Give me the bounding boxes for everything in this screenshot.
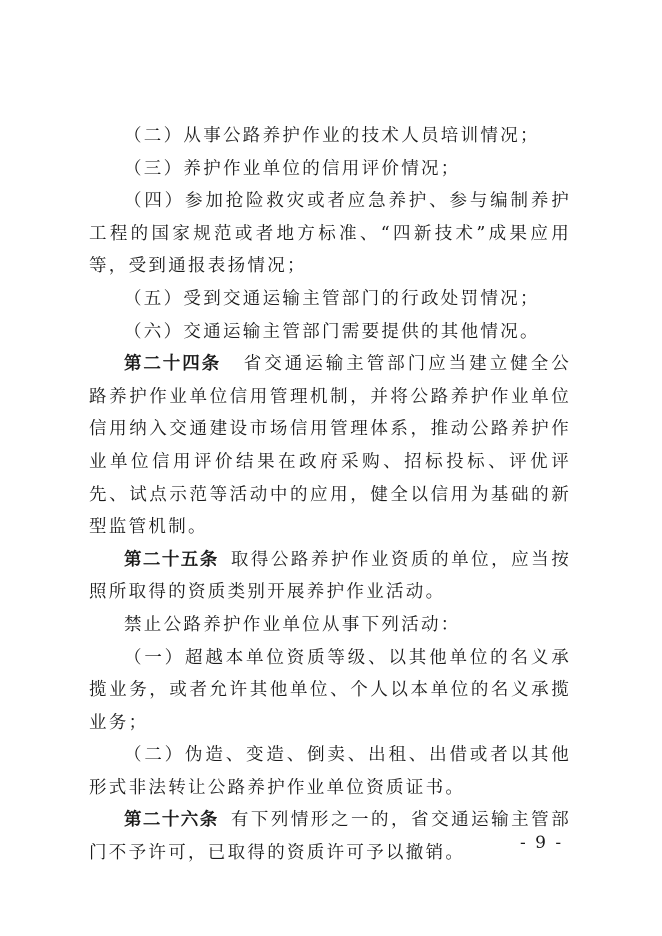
- article-26-text: 有下列情形之一的，省交通运输主管部门不予许可，已取得的资质许可予以撤销。: [89, 810, 572, 864]
- article-25: [89, 544, 571, 609]
- article-25-label: 第二十五条: [124, 549, 219, 570]
- paragraph-prohibition: 禁止公路养护作业单位从事下列活动：: [124, 614, 461, 635]
- paragraph-item-5: （五）受到交通运输主管部门的行政处罚情况；: [124, 288, 540, 309]
- article-24-text: 省交通运输主管部门应当建立健全公路养护作业单位信用管理机制，并将公路养护作业单位信用纳入交通建设市场信用管理体系，推动公路养护作业单位信用评价结果在政府采购、招标投标、评优评先、试点示范等活动中的应用，健全以信用为基础的新型监管机制。: [89, 354, 571, 538]
- prohibition-item-1: （一）超越本单位资质等级、以其他单位的名义承揽业务，或者允许其他单位、个人以本单位的名义承揽业务；: [89, 647, 571, 733]
- prohibition-item-2: （二）伪造、变造、倒卖、出租、出借或者以其他形式非法转让公路养护作业单位资质证书。: [89, 745, 571, 798]
- page-number: - 9 -: [520, 833, 564, 853]
- article-26-label: 第二十六条: [124, 810, 219, 831]
- article-26: [89, 804, 571, 869]
- paragraph-item-6: （六）交通运输主管部门需要提供的其他情况。: [124, 321, 540, 342]
- article-25-text: 取得公路养护作业资质的单位，应当按照所取得的资质类别开展养护作业活动。: [89, 549, 572, 603]
- article-24-label: 第二十四条: [124, 354, 221, 375]
- document-body: [89, 120, 571, 870]
- paragraph-item-2: （二）从事公路养护作业的技术人员培训情况；: [124, 126, 540, 146]
- paragraph-item-3: （三）养护作业单位的信用评价情况；: [124, 158, 461, 179]
- article-24: [89, 348, 571, 544]
- paragraph-item-4: （四）参加抢险救灾或者应急养护、参与编制养护工程的国家规范或者地方标准、“四新技术”成果应用等，受到通报表扬情况；: [89, 191, 571, 277]
